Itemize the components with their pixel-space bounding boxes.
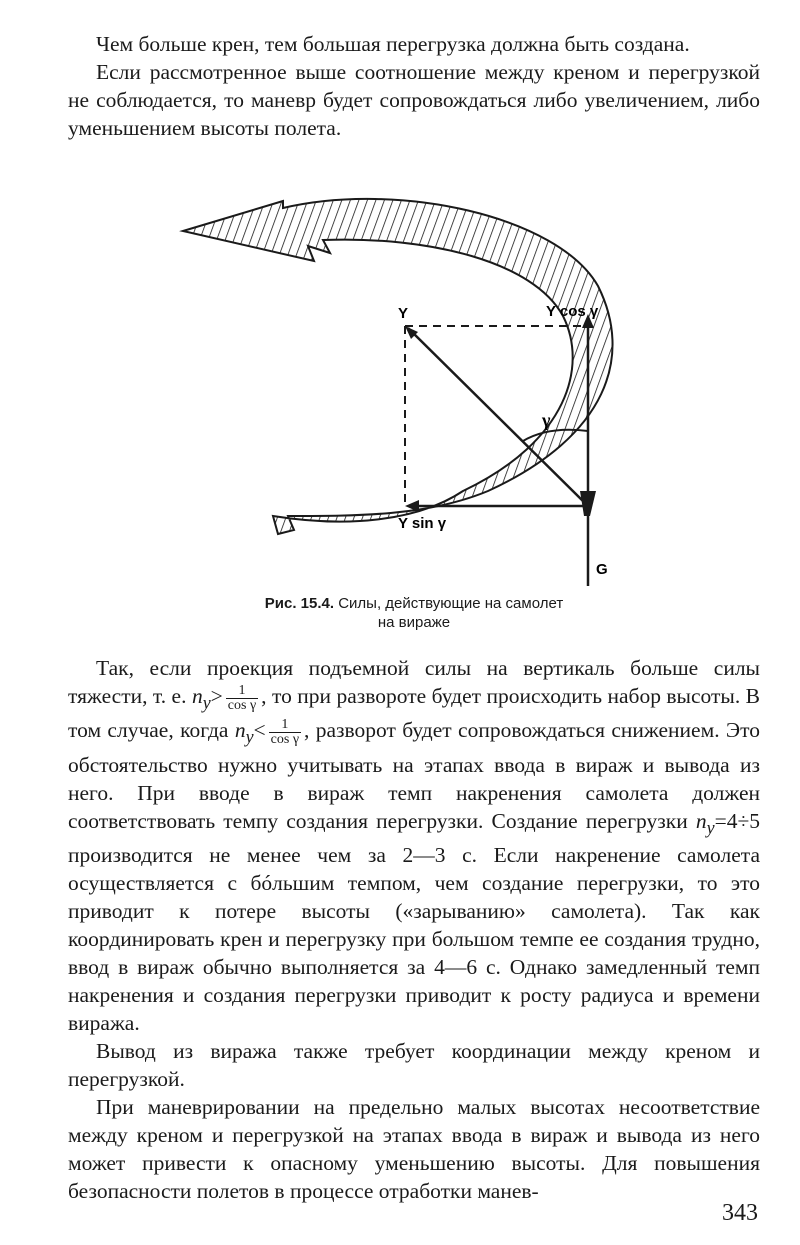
turn-path-band (183, 199, 613, 534)
label-ysin: Y sin γ (398, 515, 447, 532)
outro-paragraph-2: При маневрировании на предельно малых высотах несоответствие между креном и перегрузкой на этапах ввода в вираж и вывода из него может привести к опасному уменьшению высоты. Для повышения безопасности полетов в процессе отработки манев- (68, 1094, 760, 1203)
figure-forces-turn (68, 156, 760, 586)
label-g: G (596, 561, 608, 578)
ny-range: =4÷5 (714, 808, 760, 833)
fraction-2: $\frac{1}{\text{cos γ}}$ (270, 716, 300, 747)
caption-label: Рис. 15.4. (264, 595, 335, 612)
ny-symbol-2: $n_y$ (234, 718, 254, 747)
formula-part-2: , то при развороте будет происходить набор высоты. В том случае, когда (68, 684, 761, 743)
figure-caption (68, 594, 760, 632)
gt-sign: > (210, 684, 223, 708)
lt-sign: < (253, 718, 266, 743)
ny-symbol-1: $n_y$ (191, 684, 211, 713)
caption-line-1 (68, 594, 760, 613)
page-number: 343 (722, 1200, 758, 1226)
page-content (68, 30, 760, 1205)
aircraft-icon (580, 491, 596, 516)
formula-part-1: Так, если проекция подъемной силы на вертикаль больше силы тяжести, т. е. (68, 656, 760, 708)
label-ycos: Y cos γ (546, 303, 599, 320)
formula-paragraph (68, 654, 760, 1037)
label-gamma: γ (542, 410, 551, 430)
intro-paragraph-1: Чем больше крен, тем большая перегрузка должна быть создана. (96, 32, 690, 56)
caption-text-1: Силы, действующие на самолет (338, 595, 564, 612)
turn-diagram (68, 156, 760, 586)
caption-line-2: на вираже (377, 614, 451, 631)
fraction-1: $\frac{1}{\text{cos γ}}$ (227, 682, 257, 713)
outro-paragraph-1: Вывод из виража также требует координации между креном и перегрузкой. (68, 1038, 760, 1091)
ny-symbol-3: $n_y$ (695, 808, 715, 837)
intro-paragraph-2: Если рассмотренное выше соотношение между креном и перегрузкой не соблюдается, то маневр будет сопровождаться либо увеличением, либо уменьшением высоты полета. (68, 60, 760, 140)
label-y: Y (398, 305, 409, 322)
formula-part-3: , разворот будет сопровождаться снижением. Это обстоятельство нужно учитывать на этапах ввода в вираж и вывода из него. При вводе в вираж темп накренения самолета должен соответствовать темпу создания перегрузки. Создание перегрузки (68, 718, 760, 833)
formula-part-4: производится не менее чем за 2—3 с. Если накренение самолета осуществляется с бóльшим темпом, чем создание перегрузки, то это приводит к потере высоты («зарыванию» самолета). Так как координировать крен и перегрузку при большом темпе ее создания трудно, ввод в вираж обычно выполняется за 4—6 с. Однако замедленный темп накренения и создания перегрузки приводит к росту радиуса и времени виража. (68, 842, 760, 1035)
